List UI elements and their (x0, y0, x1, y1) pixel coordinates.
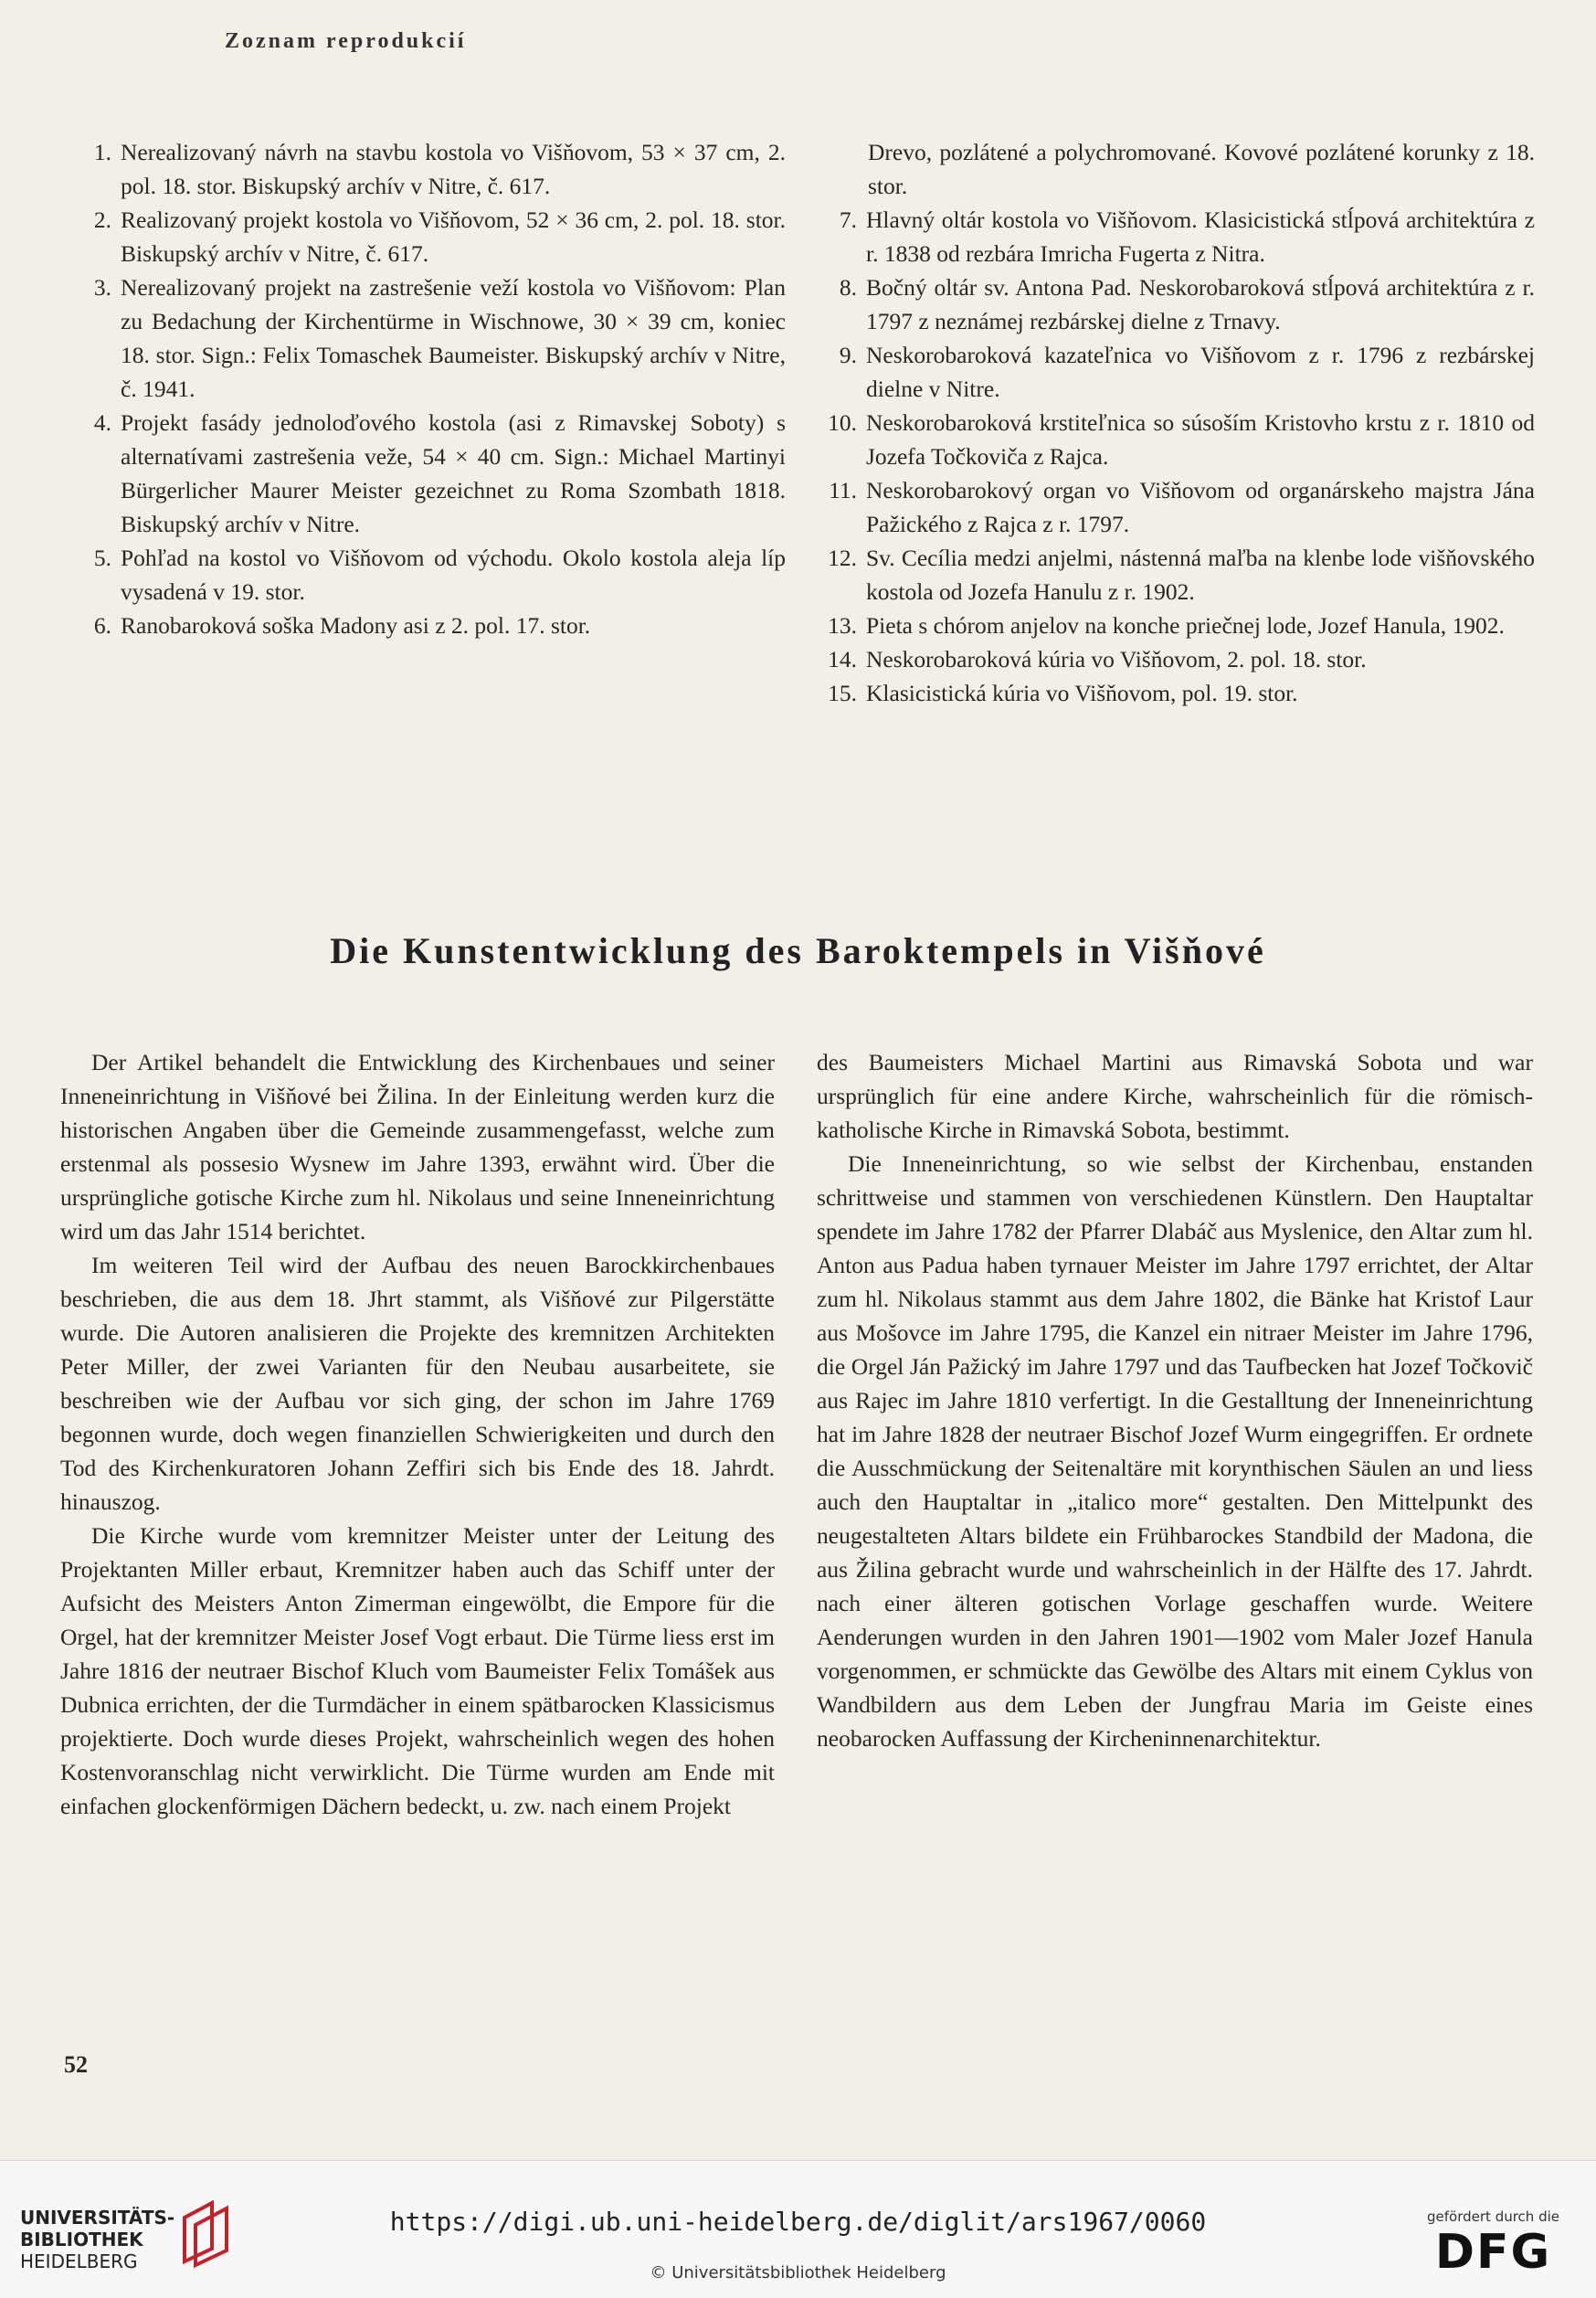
paragraph: Der Artikel behandelt die Entwicklung des Kirchenbaues und seiner Inneneinrichtung in Višňové bei Žilina. In der Einleitung werden kurz die historischen Angaben über die Gemeinde zusammengefasst, welche zum erstenmal als possesio Wysnew im Jahre 1393, erwähnt wird. Über die ursprüngliche gotische Kirche zum hl. Nikolaus und seine Inneneinrichtung wird um das Jahr 1514 berichtet. (60, 1049, 775, 1244)
list-item-number: 3. (93, 274, 111, 301)
list-item-text: Nerealizovaný návrh na stavbu kostola vo Višňovom, 53 × 37 cm, 2. pol. 18. stor. Biskupský archív v Nitre, č. 617. (121, 139, 786, 199)
list-item-number: 11. (829, 477, 857, 503)
list-item-text: Bočný oltár sv. Antona Pad. Neskorobaroková stĺpová architektúra z r. 1797 z neznámej rezbárskej dielne z Trnavy. (866, 274, 1535, 334)
list-item-number: 7. (839, 207, 857, 233)
dfg-logo[interactable] (1427, 2208, 1559, 2280)
list-item (64, 203, 786, 270)
list-item-number: 4. (93, 409, 111, 436)
running-head: Zoznam reprodukcií (225, 29, 467, 53)
list-item (811, 541, 1535, 609)
list-item (64, 609, 786, 642)
list-item-number: 9. (839, 342, 857, 368)
list-item (811, 203, 1535, 270)
list-item-number: 6. (93, 612, 111, 639)
paragraph: Im weiteren Teil wird der Aufbau des neuen Barockkirchenbaues beschrieben, die aus dem 18. Jhrt stammt, als Višňové zur Pilgerstätte wurde. Die Autoren analisieren die Projekte des kremnitzen Architekten Peter Miller, der zwei Varianten für den Neubau ausarbeitete, sie beschreiben wie der Aufbau vor sich ging, der schon im Jahre 1769 begonnen wurde, doch wegen finanziellen Schwierigkeiten und durch den Tod des Kirchenkuratoren Johann Zeffiri sich bis Ende des 18. Jahrdt. hinauszog. (60, 1252, 775, 1515)
funding-note: gefördert durch die (1427, 2208, 1559, 2225)
article-title: Die Kunstentwicklung des Baroktempels in Višňové (330, 930, 1266, 971)
list-item (811, 338, 1535, 406)
list-item-text: Sv. Cecília medzi anjelmi, nástenná maľba na klenbe lode višňovského kostola od Jozefa Hanulu z r. 1902. (866, 545, 1535, 605)
article-column-right (817, 1045, 1533, 1755)
dfg-wordmark: DFG (1434, 2225, 1552, 2280)
list-item (64, 270, 786, 406)
list-item (64, 406, 786, 541)
list-item-number: 1. (93, 139, 111, 165)
list-item-number: 12. (828, 545, 857, 571)
list-item-text: Neskorobaroková kazateľnica vo Višňovom z r. 1796 z rezbárskej dielne v Nitre. (866, 342, 1535, 402)
list-item-number: 5. (93, 545, 111, 571)
list-item-text: Projekt fasády jednoloďového kostola (asi z Rimavskej Soboty) s alternatívami zastrešenia veže, 54 × 40 cm. Sign.: Michael Martinyi Bürgerlicher Maurer Meister gezeichnet zu Roma Szombath 1818. Biskupský archív v Nitre. (121, 409, 786, 537)
permalink-url[interactable]: https://digi.ub.uni-heidelberg.de/diglit/ars1967/0060 (389, 2207, 1207, 2237)
list-item-number: 10. (828, 409, 857, 436)
list-item-text: Neskorobarokový organ vo Višňovom od organárskeho majstra Jána Pažického z Rajca z r. 1797. (866, 477, 1535, 537)
list-item (64, 135, 786, 203)
list-item (811, 473, 1535, 541)
list-item-text: Neskorobaroková kúria vo Višňovom, 2. pol. 18. stor. (866, 646, 1367, 672)
reproductions-list-left (64, 135, 786, 642)
list-item (811, 676, 1535, 710)
list-item (811, 270, 1535, 338)
article-column-left (60, 1045, 775, 1823)
list-item-text: Ranobaroková soška Madony asi z 2. pol. 17. stor. (121, 612, 591, 639)
library-name: UNIVERSITÄTS- BIBLIOTHEK HEIDELBERG (20, 2207, 175, 2272)
list-item (811, 642, 1535, 676)
list-item (811, 609, 1535, 642)
paragraph: Die Kirche wurde vom kremnitzer Meister unter der Leitung des Projektanten Miller erbaut, Kremnitzer haben auch das Schiff unter der Aufsicht des Meisters Anton Zimerman eingewölbt, die Empore für die Orgel, hat der kremnitzer Meister Josef Vogt erbaut. Die Türme liess erst im Jahre 1816 der neutraer Bischof Kluch vom Baumeister Felix Tomášek aus Dubnica errichten, der die Turmdächer in einem spätbarocken Klassicismus projektierte. Doch wurde dieses Projekt, wahrscheinlich wegen des hohen Kostenvoranschlag nicht verwirklicht. Die Türme wurden am Ende mit einfachen glockenförmigen Dächern bedeckt, u. zw. nach einem Projekt (60, 1522, 775, 1819)
list-item-number: 2. (93, 207, 111, 233)
list-item-number: 14. (828, 646, 857, 672)
page-number: 52 (64, 2051, 88, 2078)
paragraph-continuation: des Baumeisters Michael Martini aus Rimavská Sobota und war ursprünglich für eine andere Kirche, wahrscheinlich für die römisch-katholische Kirche in Rimavská Sobota, bestimmt. (817, 1049, 1533, 1143)
list-item-text: Hlavný oltár kostola vo Višňovom. Klasicistická stĺpová architektúra z r. 1838 od rezbára Imricha Fugerta z Nitra. (866, 207, 1535, 267)
list-item-text: Realizovaný projekt kostola vo Višňovom, 52 × 36 cm, 2. pol. 18. stor. Biskupský archív v Nitre, č. 617. (121, 207, 786, 267)
list-item-text: Nerealizovaný projekt na zastrešenie veží kostola vo Višňovom: Plan zu Bedachung der Kirchentürme in Wischnowe, 30 × 39 cm, koniec 18. stor. Sign.: Felix Tomaschek Baumeister. Biskupský archív v Nitre, č. 1941. (121, 274, 786, 402)
list-item (811, 406, 1535, 473)
paragraph: Die Inneneinrichtung, so wie selbst der Kirchenbau, enstanden schrittweise und stammen von verschiedenen Künstlern. Den Hauptaltar spendete im Jahre 1782 der Pfarrer Dlabáč aus Myslenice, den Altar zum hl. Anton aus Padua haben tyrnauer Meister im Jahre 1797 errichtet, der Altar zum hl. Nikolaus stammt aus dem Jahre 1802, die Bänke hat Kristof Laur aus Mošovce im Jahre 1795, die Kanzel ein nitraer Meister im Jahre 1796, die Orgel Ján Pažický im Jahre 1797 und das Taufbecken hat Jozef Točkovič aus Rajec im Jahre 1810 verfertigt. In die Gestalltung der Inneneinrichtung hat im Jahre 1828 der neutraer Bischof Jozef Wurm eingegriffen. Er ordnete die Ausschmückung der Seitenaltäre mit korynthischen Säulen an und liess auch den Hauptaltar in „italico more“ gestalten. Den Mittelpunkt des neugestalteten Altars bildete ein Frühbarockes Standbild der Madona, die aus Žilina gebracht wurde und wahrscheinlich in der Hälfte des 17. Jahrdt. nach einer älteren gotischen Vorlage geschaffen wurde. Weitere Aenderungen wurden in den Jahren 1901—1902 vom Maler Jozef Hanula vorgenommen, er schmückte das Gewölbe des Altars mit einem Cyklus von Wandbildern aus dem Leben der Jungfrau Maria im Geiste eines neobarocken Auffassung der Kircheninnenarchitektur. (817, 1150, 1533, 1752)
copyright-notice: © Universitätsbibliothek Heidelberg (650, 2263, 946, 2282)
list-item-text: Pieta s chórom anjelov na konche priečnej lode, Jozef Hanula, 1902. (866, 612, 1505, 639)
viewer-footer (0, 2160, 1596, 2298)
list-item-text: Pohľad na kostol vo Višňovom od východu. Okolo kostola aleja líp vysadená v 19. stor. (121, 545, 786, 605)
list-item-number: 13. (828, 612, 857, 639)
list-item-number: 15. (828, 680, 857, 706)
list-item-text: Klasicistická kúria vo Višňovom, pol. 19. stor. (866, 680, 1298, 706)
reproductions-list-right (811, 135, 1535, 710)
list-continuation: Drevo, pozlátené a polychromované. Kovové pozlátené korunky z 18. stor. (868, 139, 1535, 199)
list-item-number: 8. (839, 274, 857, 301)
list-item-text: Neskorobaroková krstiteľnica so súsoším Kristovho krstu z r. 1810 od Jozefa Točkoviča z Rajca. (866, 409, 1535, 470)
list-item (64, 541, 786, 609)
